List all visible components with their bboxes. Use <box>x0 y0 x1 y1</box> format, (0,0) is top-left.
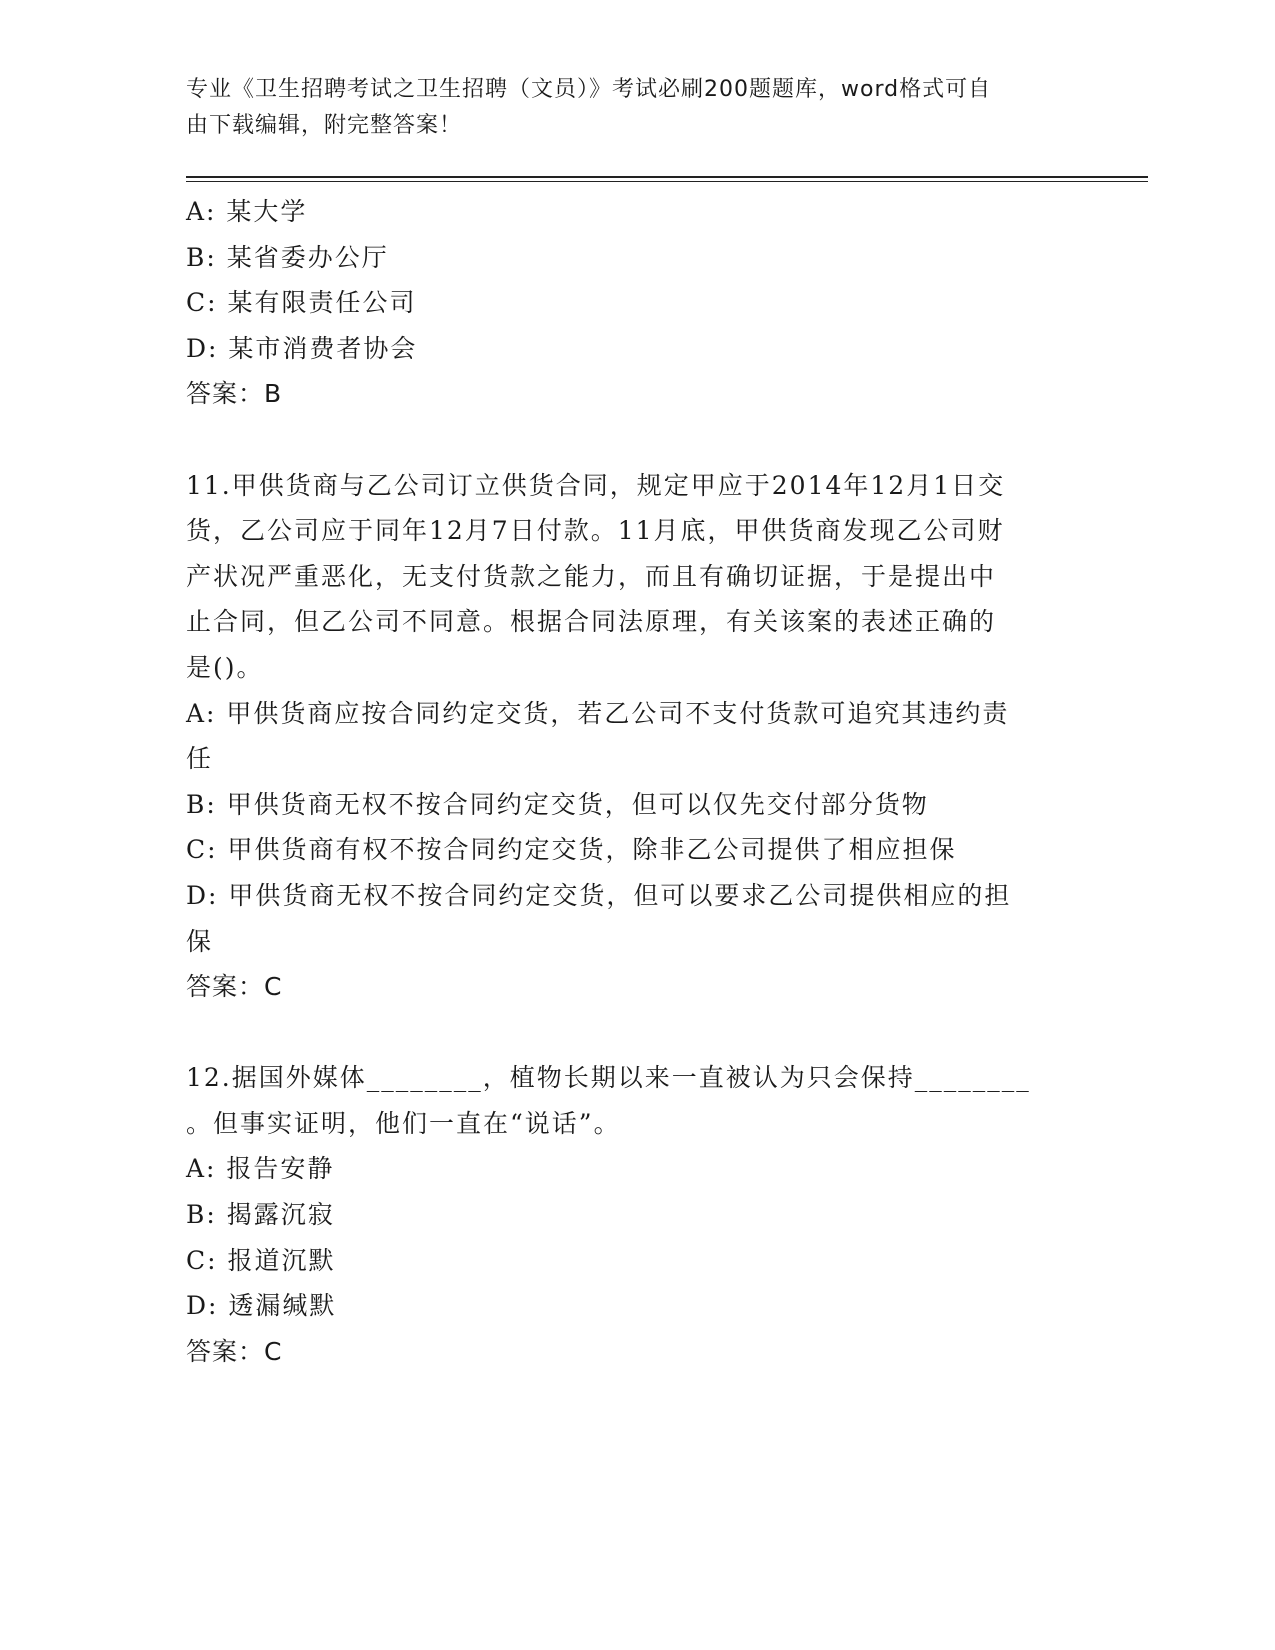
question-stem-line: 。但事实证明，他们一直在“说话”。 <box>186 1108 621 1138</box>
question-stem-line: 11.甲供货商与乙公司订立供货合同，规定甲应于2014年12月1日交 <box>186 470 1006 500</box>
question-12 <box>186 1055 1086 1374</box>
question-stem-line: 12.据国外媒体________，植物长期以来一直被认为只会保持________ <box>186 1063 1031 1093</box>
option-a: A: 某大学 <box>186 197 308 226</box>
answer-line: 答案：B <box>186 379 283 409</box>
option-c: C: 报道沉默 <box>186 1245 336 1275</box>
spacer <box>186 417 1086 463</box>
question-11 <box>186 463 1086 1010</box>
option-a: A: 甲供货商应按合同约定交货，若乙公司不支付货款可追究其违约责 <box>186 698 1010 728</box>
answer-line: 答案：C <box>186 1336 283 1366</box>
option-d: D: 某市消费者协会 <box>186 333 418 363</box>
question-stem-line: 止合同，但乙公司不同意。根据合同法原理，有关该案的表述正确的 <box>186 607 997 637</box>
option-b: B: 某省委办公厅 <box>186 242 389 272</box>
question-stem-line: 产状况严重恶化，无支付货款之能力，而且有确切证据，于是提出中 <box>186 561 997 591</box>
option-d-continued: 保 <box>186 926 214 956</box>
header-divider <box>186 176 1148 178</box>
header-divider-thin <box>186 181 1148 182</box>
header-line-2: 由下载编辑，附完整答案！ <box>186 113 463 138</box>
question-stem-line: 是()。 <box>186 652 264 682</box>
answer-line: 答案：C <box>186 972 283 1002</box>
option-d: D: 透漏缄默 <box>186 1291 337 1321</box>
option-d: D: 甲供货商无权不按合同约定交货，但可以要求乙公司提供相应的担 <box>186 880 1012 910</box>
question-10 <box>186 189 1086 417</box>
document-header <box>186 72 1066 144</box>
option-c: C: 某有限责任公司 <box>186 288 417 318</box>
option-c: C: 甲供货商有权不按合同约定交货，除非乙公司提供了相应担保 <box>186 835 957 865</box>
question-list <box>186 189 1086 1374</box>
spacer <box>186 1010 1086 1056</box>
option-b: B: 揭露沉寂 <box>186 1200 335 1230</box>
option-a-continued: 任 <box>186 744 214 774</box>
option-b: B: 甲供货商无权不按合同约定交货，但可以仅先交付部分货物 <box>186 789 929 819</box>
question-stem-line: 货，乙公司应于同年12月7日付款。11月底，甲供货商发现乙公司财 <box>186 516 1005 546</box>
option-a: A: 报告安静 <box>186 1154 335 1184</box>
header-line-1: 专业《卫生招聘考试之卫生招聘（文员）》考试必刷200题题库，word格式可自 <box>186 77 992 102</box>
